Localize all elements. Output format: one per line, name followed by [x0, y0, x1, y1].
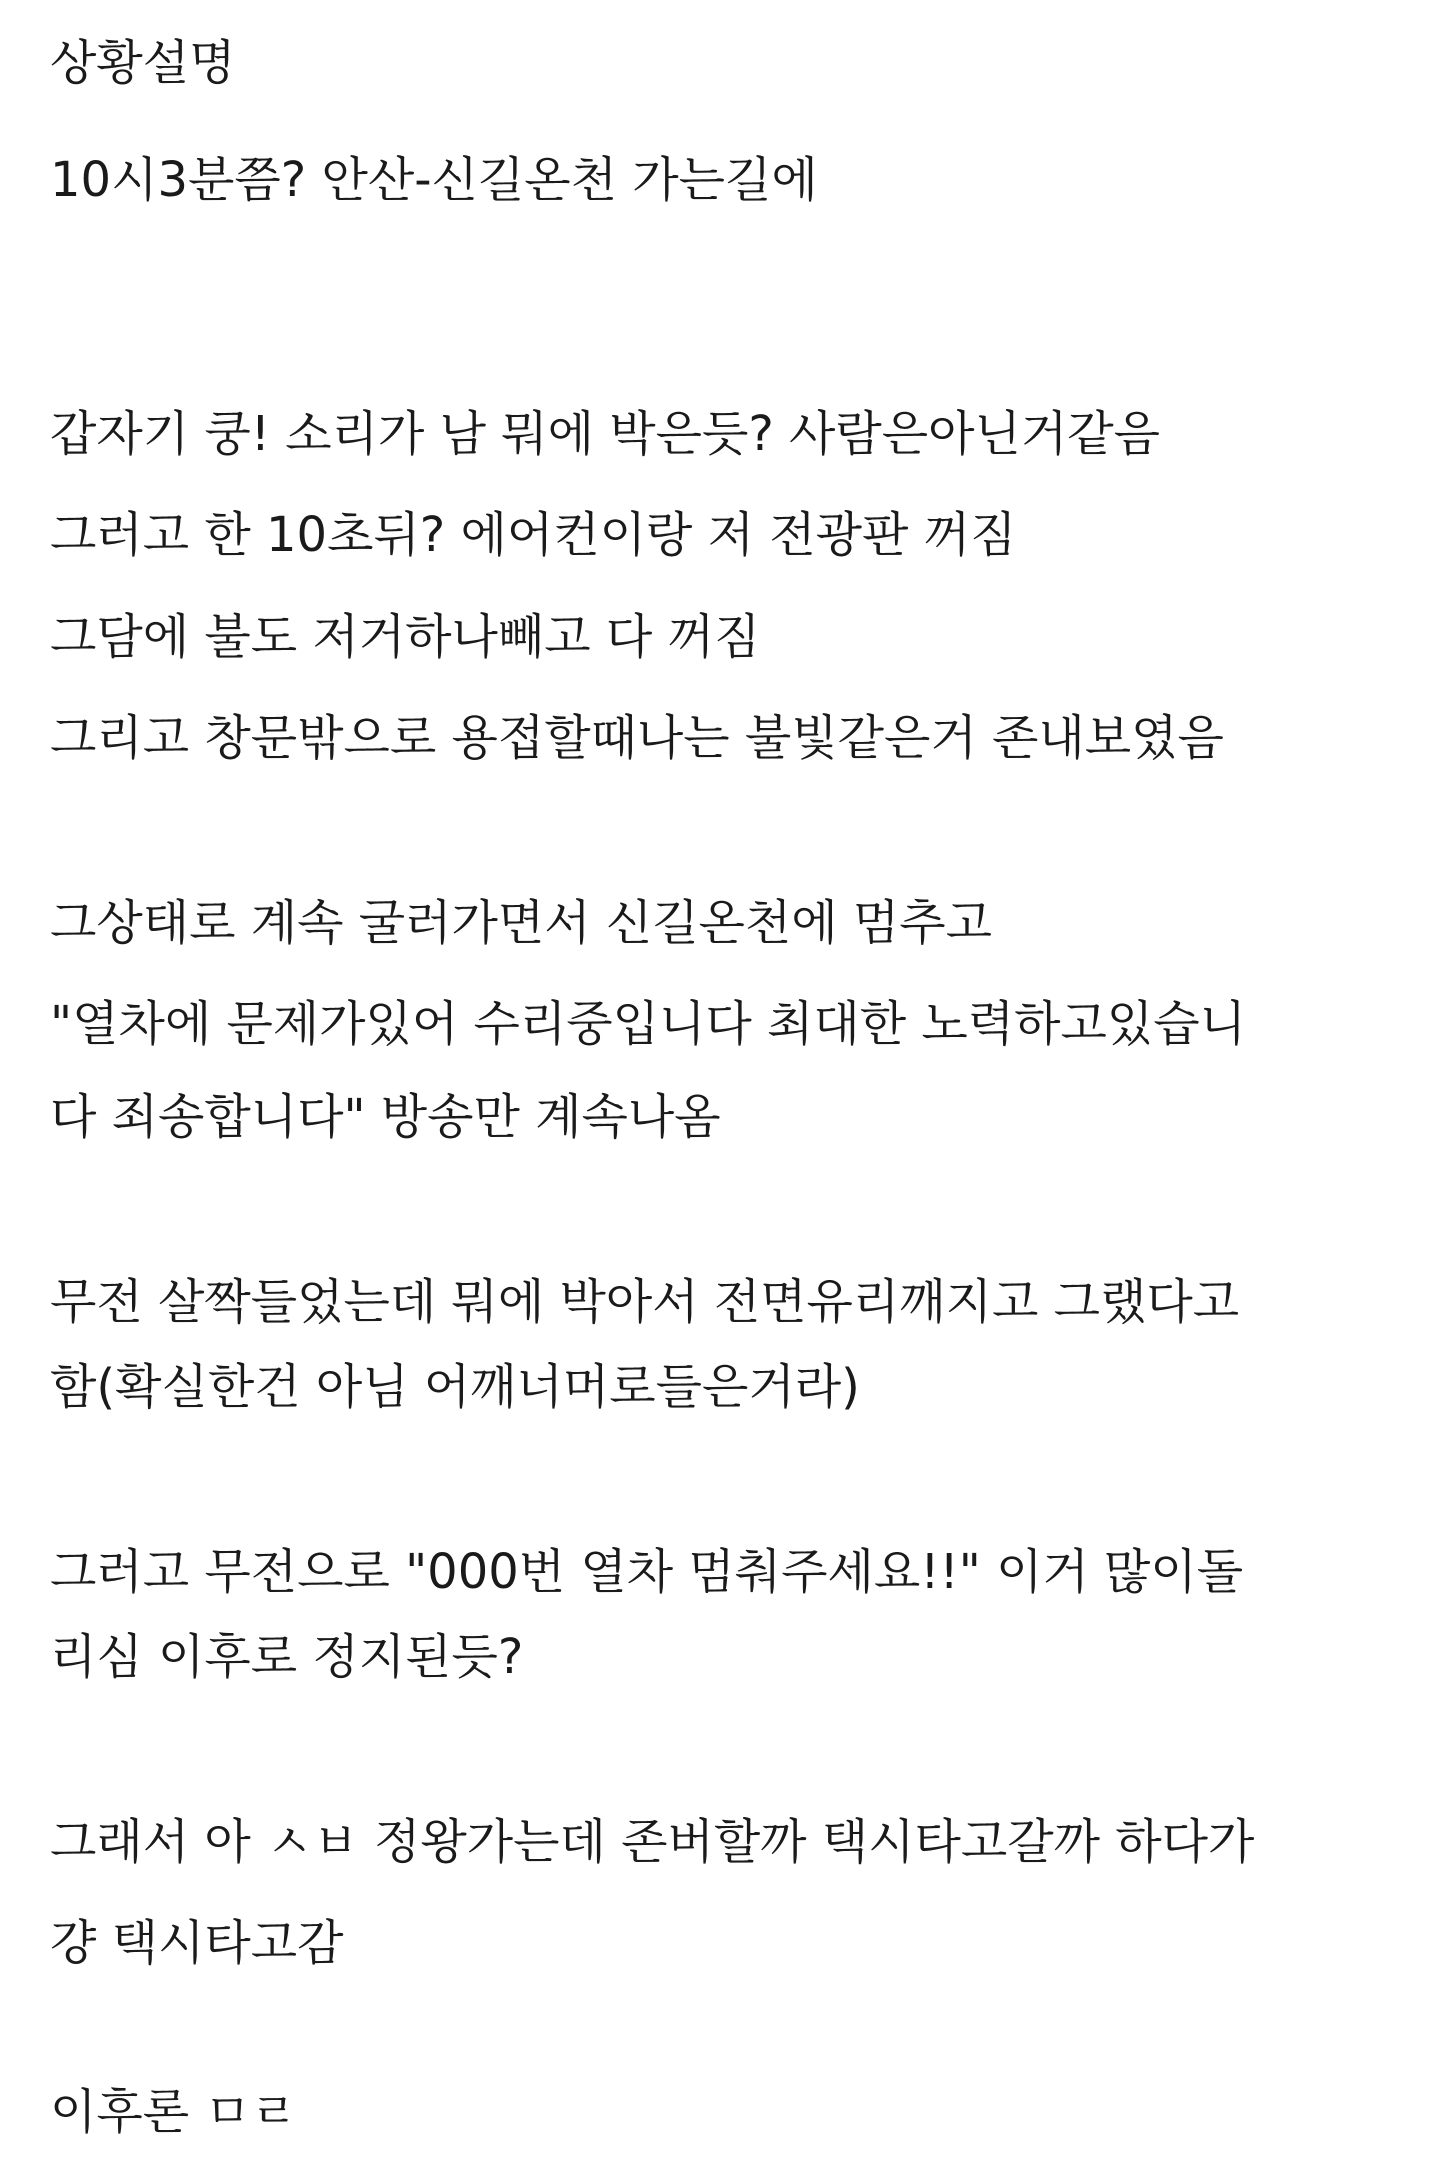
text-line-15: 걍 택시타고감 [50, 1915, 344, 1971]
text-line-7: 그상태로 계속 굴러가면서 신길온천에 멈추고 [50, 895, 993, 951]
text-line-8: "열차에 문제가있어 수리중입니다 최대한 노력하고있습니 [50, 996, 1246, 1052]
text-line-11: 함(확실한건 아님 어깨너머로들은거라) [50, 1359, 860, 1415]
text-line-5: 그담에 불도 저거하나빼고 다 꺼짐 [50, 609, 761, 665]
text-line-6: 그리고 창문밖으로 용접할때나는 불빛같은거 존내보였음 [50, 710, 1224, 766]
text-line-12: 그러고 무전으로 "000번 열차 멈춰주세요!!" 이거 많이돌 [50, 1544, 1244, 1600]
text-line-1: 상황설명 [50, 35, 236, 91]
text-line-2: 10시3분쯤? 안산-신길온천 가는길에 [50, 152, 818, 208]
text-line-3: 갑자기 쿵! 소리가 남 뭐에 박은듯? 사람은아닌거같음 [50, 406, 1160, 462]
text-line-16: 이후론 ㅁㄹ [50, 2084, 298, 2140]
text-line-10: 무전 살짝들었는데 뭐에 박아서 전면유리깨지고 그랬다고 [50, 1274, 1240, 1330]
text-line-4: 그러고 한 10초뒤? 에어컨이랑 저 전광판 꺼짐 [50, 507, 1017, 563]
text-line-14: 그래서 아 ㅅㅂ 정왕가는데 존버할까 택시타고갈까 하다가 [50, 1814, 1255, 1870]
text-line-13: 리심 이후로 정지된듯? [50, 1629, 524, 1685]
text-line-9: 다 죄송합니다" 방송만 계속나옴 [50, 1089, 721, 1145]
